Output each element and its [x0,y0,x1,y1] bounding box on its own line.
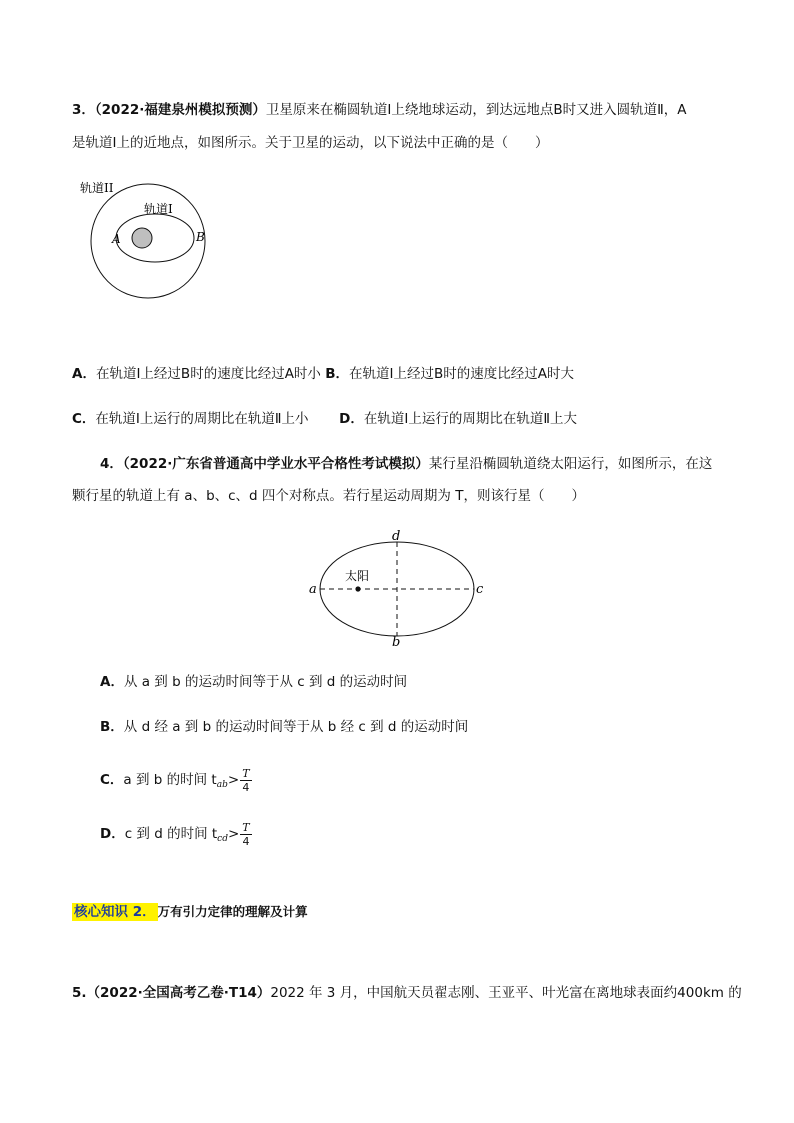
q4-option-d [100,818,252,855]
q4-opt-d-fraction [240,821,251,848]
point-b-label: B [196,230,205,244]
q3-opt-a-label: A． [72,366,96,382]
q3-number: 3． [72,102,95,118]
q3-source: （2022·福建泉州模拟预测） [94,102,266,118]
q3-opt-c-text: 在轨道Ⅰ上运行的周期比在轨道Ⅱ上小 [95,411,309,427]
orbit1-label: 轨道I [144,202,173,216]
q4-source: （2022·广东省普通高中学业水平合格性考试模拟） [122,456,429,472]
orbit2-label: 轨道II [80,181,114,195]
q3-options-cd [72,409,577,429]
fraction-denominator: 4 [242,834,250,848]
q3-opt-b-text: 在轨道Ⅰ上经过B时的速度比经过A时大 [349,366,575,382]
q4-opt-a-label: A． [100,674,124,690]
sun-label: 太阳 [345,569,370,583]
section-heading [72,902,308,922]
q5-source: （2022·全国高考乙卷·T14） [86,985,271,1001]
fraction-numerator: T [242,820,250,834]
q4-opt-d-subscript: cd [217,834,228,844]
q4-line1 [100,454,712,474]
q4-line2: 颗行星的轨道上有 a、b、c、d 四个对称点。若行星运动周期为 T，则该行星（ ） [72,488,585,504]
point-c-label: c [476,582,484,597]
earth-icon [132,228,152,248]
q5-line1 [72,983,742,1003]
q4-opt-c-label: C． [100,772,124,788]
q3-opt-b-label: B． [325,366,350,382]
q4-opt-c-fraction [240,767,251,794]
point-a-label: a [309,582,317,597]
q5-number: 5. [72,985,87,1001]
q4-stem-part1: 某行星沿椭圆轨道绕太阳运行，如图所示，在这 [428,456,713,472]
fraction-numerator: T [242,766,250,780]
q4-option-b [100,717,468,737]
q4-option-a [100,672,407,692]
q3-line2: 是轨道Ⅰ上的近地点，如图所示。关于卫星的运动，以下说法中正确的是（ ） [72,135,549,151]
q3-opt-c-label: C． [72,411,96,427]
q4-opt-c-gt: > [227,772,240,788]
q4-option-c [100,764,252,801]
sun-dot-icon [355,586,360,591]
orbit-1-ellipse [116,214,194,262]
q4-opt-c-text: a 到 b 的时间 t [123,772,217,788]
q5-stem-part1: 2022 年 3 月，中国航天员翟志刚、王亚平、叶光富在离地球表面约400km 的 [270,985,742,1001]
section-highlight: 核心知识 2． [74,904,156,920]
q3-opt-a-text: 在轨道Ⅰ上经过B时的速度比经过A时小 [95,366,321,382]
q3-options-ab [72,364,574,384]
fraction-denominator: 4 [242,780,250,794]
q4-opt-d-label: D． [100,826,125,842]
q3-opt-d-label: D． [339,411,364,427]
section-title: 万有引力定律的理解及计算 [157,904,308,919]
q4-number: 4． [100,456,123,472]
q3-opt-d-text: 在轨道I上运行的周期比在轨道Ⅱ上大 [363,411,578,427]
q3-line1 [72,100,686,120]
q3-stem-part1: 卫星原来在椭圆轨道Ⅰ上绕地球运动，到达远地点B时又进入圆轨道Ⅱ，A [265,102,687,118]
q4-opt-d-gt: > [227,826,240,842]
q4-orbit-figure [300,528,500,648]
q4-opt-d-text: c 到 d 的时间 t [124,826,218,842]
q4-opt-c-subscript: ab [216,780,228,790]
q4-opt-a-text: 从 a 到 b 的运动时间等于从 c 到 d 的运动时间 [123,674,408,690]
q4-opt-b-label: B． [100,719,124,735]
q4-opt-b-text: 从 d 经 a 到 b 的运动时间等于从 b 经 c 到 d 的运动时间 [123,719,469,735]
point-a-label: A [112,232,121,246]
point-b-label: b [392,635,401,648]
point-d-label: d [392,529,401,544]
q3-orbit-figure [70,175,220,305]
